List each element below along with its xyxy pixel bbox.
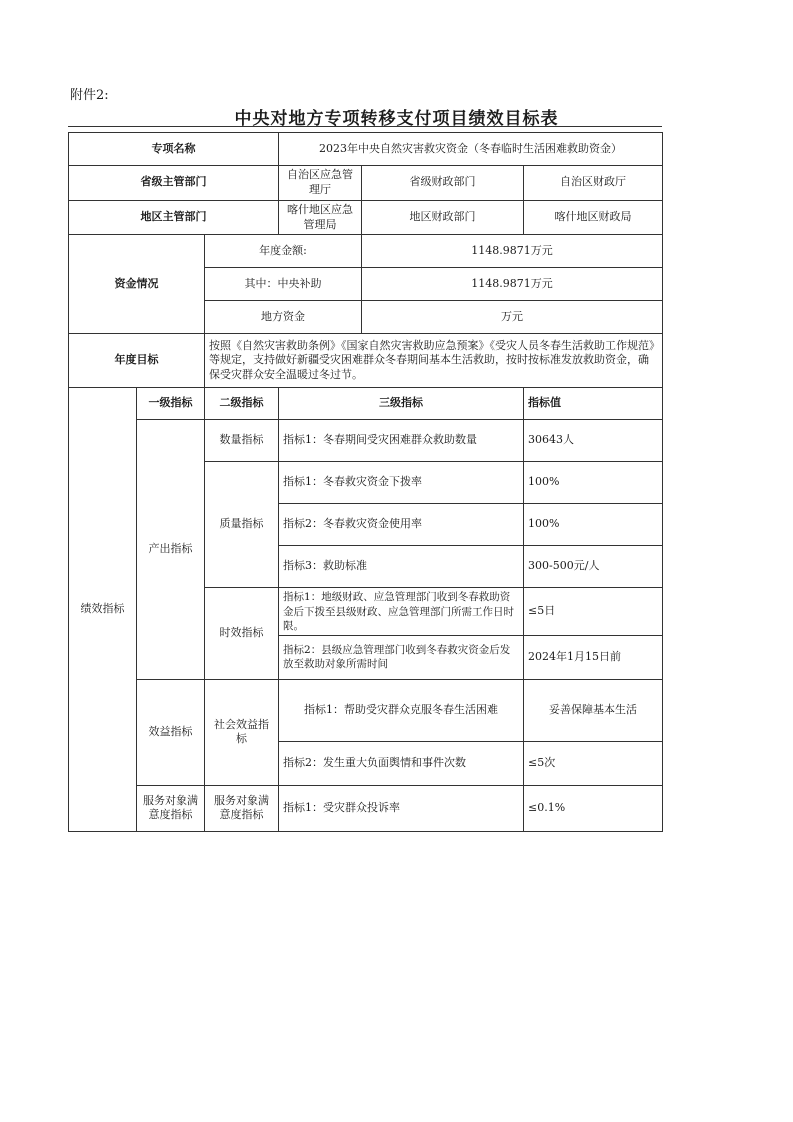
social-1: 指标1：帮助受灾群众克服冬春生活困难 bbox=[279, 679, 524, 741]
table-row bbox=[69, 133, 663, 166]
central-subsidy-value: 1148.9871万元 bbox=[362, 268, 663, 301]
timeliness-2: 指标2：县级应急管理部门收到冬春救灾资金后发放至救助对象所需时间 bbox=[279, 635, 524, 679]
header-level1: 一级指标 bbox=[137, 388, 205, 420]
benefit-label: 效益指标 bbox=[137, 679, 205, 785]
annual-goal-text: 按照《自然灾害救助条例》《国家自然灾害救助应急预案》《受灾人员冬春生活救助工作规范》等规定，支持做好新疆受灾困难群众冬春期间基本生活救助，按时按标准发放救助资金，确保受灾群众安全温暖过冬过节。 bbox=[205, 334, 663, 388]
social-2-value: ≤5次 bbox=[524, 741, 663, 785]
header-level3: 三级指标 bbox=[279, 388, 524, 420]
regional-dept-label: 地区主管部门 bbox=[69, 200, 279, 235]
quantity-1-value: 30643人 bbox=[524, 420, 663, 462]
performance-label: 绩效指标 bbox=[69, 388, 137, 832]
header-value: 指标值 bbox=[524, 388, 663, 420]
page-title: 中央对地方专项转移支付项目绩效目标表 bbox=[234, 109, 559, 129]
annual-goal-label: 年度目标 bbox=[69, 334, 205, 388]
table-row bbox=[69, 388, 663, 420]
satisfaction-1: 指标1：受灾群众投诉率 bbox=[279, 785, 524, 831]
provincial-finance-value: 自治区财政厅 bbox=[524, 166, 663, 201]
timeliness-2-value: 2024年1月15日前 bbox=[524, 635, 663, 679]
title-divider bbox=[68, 126, 662, 127]
quantity-label: 数量指标 bbox=[205, 420, 279, 462]
quality-2: 指标2：冬春救灾资金使用率 bbox=[279, 504, 524, 546]
quality-label: 质量指标 bbox=[205, 462, 279, 588]
social-benefit-label: 社会效益指标 bbox=[205, 679, 279, 785]
local-funds-label: 地方资金 bbox=[205, 301, 362, 334]
timeliness-1: 指标1：地级财政、应急管理部门收到冬春救助资金后下拨至县级财政、应急管理部门所需工作日时限。 bbox=[279, 588, 524, 636]
central-subsidy-label: 其中：中央补助 bbox=[205, 268, 362, 301]
timeliness-label: 时效指标 bbox=[205, 588, 279, 680]
quality-3-value: 300-500元/人 bbox=[524, 546, 663, 588]
provincial-finance-label: 省级财政部门 bbox=[362, 166, 524, 201]
table-row bbox=[69, 334, 663, 388]
satisfaction-1-value: ≤0.1% bbox=[524, 785, 663, 831]
table-row bbox=[69, 200, 663, 235]
quality-2-value: 100% bbox=[524, 504, 663, 546]
project-name-value: 2023年中央自然灾害救灾资金（冬春临时生活困难救助资金） bbox=[279, 133, 663, 166]
regional-dept-value: 喀什地区应急管理局 bbox=[279, 200, 362, 235]
header-level2: 二级指标 bbox=[205, 388, 279, 420]
funds-label: 资金情况 bbox=[69, 235, 205, 334]
local-funds-value: 万元 bbox=[362, 301, 663, 334]
performance-target-table bbox=[68, 132, 663, 832]
provincial-dept-value: 自治区应急管理厅 bbox=[279, 166, 362, 201]
quantity-1: 指标1：冬春期间受灾困难群众救助数量 bbox=[279, 420, 524, 462]
quality-1: 指标1：冬春救灾资金下拨率 bbox=[279, 462, 524, 504]
social-1-value: 妥善保障基本生活 bbox=[524, 679, 663, 741]
output-label: 产出指标 bbox=[137, 420, 205, 680]
quality-3: 指标3：救助标准 bbox=[279, 546, 524, 588]
table-row bbox=[69, 235, 663, 268]
satisfaction-l2-label: 服务对象满意度指标 bbox=[205, 785, 279, 831]
table-row bbox=[69, 679, 663, 741]
table-row bbox=[69, 166, 663, 201]
table-row bbox=[69, 785, 663, 831]
attachment-label: 附件2: bbox=[70, 88, 109, 103]
provincial-dept-label: 省级主管部门 bbox=[69, 166, 279, 201]
regional-finance-label: 地区财政部门 bbox=[362, 200, 524, 235]
satisfaction-l1-label: 服务对象满意度指标 bbox=[137, 785, 205, 831]
timeliness-1-value: ≤5日 bbox=[524, 588, 663, 636]
table-row bbox=[69, 420, 663, 462]
regional-finance-value: 喀什地区财政局 bbox=[524, 200, 663, 235]
project-name-label: 专项名称 bbox=[69, 133, 279, 166]
annual-amount-value: 1148.9871万元 bbox=[362, 235, 663, 268]
quality-1-value: 100% bbox=[524, 462, 663, 504]
annual-amount-label: 年度金额: bbox=[205, 235, 362, 268]
social-2: 指标2：发生重大负面舆情和事件次数 bbox=[279, 741, 524, 785]
